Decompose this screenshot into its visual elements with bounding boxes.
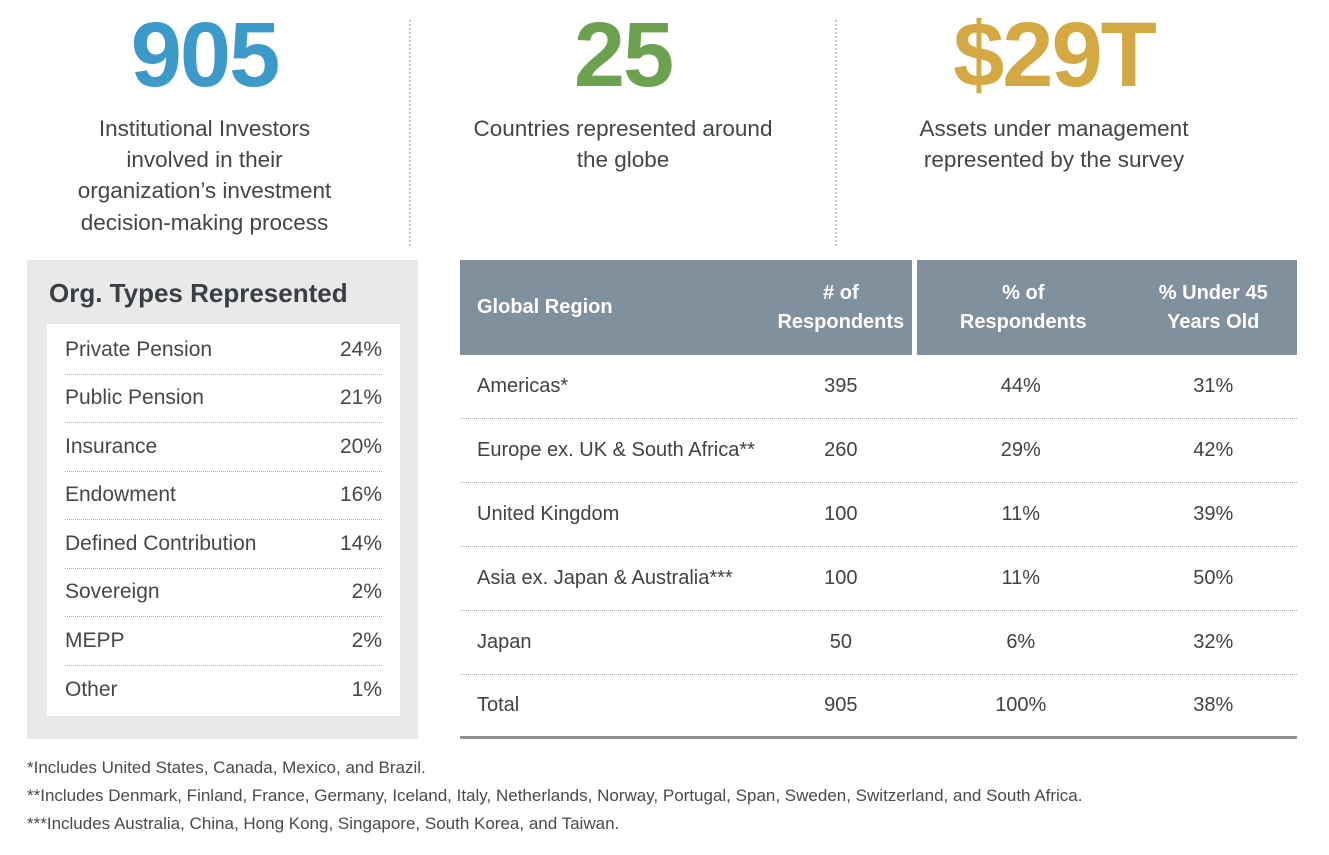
pct-under-45-cell: 31%: [1193, 375, 1234, 397]
org-type-label: Public Pension: [65, 386, 204, 410]
org-types-panel: [27, 260, 418, 739]
column-header-pct-respondents: % of Respondents: [912, 260, 1130, 355]
region-cell: Europe ex. UK & South Africa**: [477, 439, 755, 461]
pct-respondents-cell: 11%: [1001, 567, 1041, 589]
pct-under-45-cell: 42%: [1193, 439, 1234, 461]
region-cell: United Kingdom: [477, 503, 620, 525]
respondents-cell: 50: [829, 631, 852, 653]
pct-under-45-cell: 32%: [1193, 631, 1234, 653]
footnote-asia: ***Includes Australia, China, Hong Kong, Singapore, South Korea, and Taiwan.: [27, 814, 620, 833]
table-row-japan: [460, 611, 1297, 675]
global-region-table: [460, 260, 1297, 739]
pct-respondents-cell: 44%: [1000, 375, 1041, 397]
region-cell: Asia ex. Japan & Australia***: [477, 567, 733, 589]
org-type-label: Other: [65, 677, 118, 701]
pct-respondents-cell: 11%: [1001, 503, 1041, 525]
org-type-label: Defined Contribution: [65, 531, 257, 555]
content-row: [27, 260, 1329, 739]
pct-under-45-cell: 50%: [1193, 567, 1234, 589]
stat-assets-under-management: [837, 4, 1271, 175]
org-type-row: [65, 569, 382, 618]
org-types-title: Org. Types Represented: [49, 278, 348, 308]
footnotes: [27, 754, 1329, 838]
org-type-label: Insurance: [65, 434, 158, 458]
org-type-label: Endowment: [65, 483, 176, 507]
pct-respondents-cell: 100%: [995, 694, 1047, 716]
org-type-value: 1%: [351, 677, 382, 701]
table-header-row: [460, 260, 1297, 355]
org-type-label: MEPP: [65, 628, 125, 652]
stat-institutional-investors-value: 905: [130, 4, 279, 106]
org-type-value: 14%: [339, 531, 382, 555]
region-cell: Americas*: [477, 375, 569, 397]
org-type-row: [65, 423, 382, 472]
org-type-value: 21%: [339, 386, 382, 410]
summary-stats: [0, 0, 1329, 244]
org-type-label: Sovereign: [65, 580, 160, 604]
table-row-asia: [460, 547, 1297, 611]
respondents-cell: 905: [824, 694, 858, 716]
footnote-americas: *Includes United States, Canada, Mexico, and Brazil.: [27, 758, 426, 777]
org-type-row: [65, 472, 382, 521]
respondents-cell: 260: [824, 439, 858, 461]
region-cell: Total: [477, 694, 520, 716]
table-row-americas: [460, 355, 1297, 419]
stat-countries: [411, 4, 835, 175]
pct-under-45-cell: 38%: [1193, 694, 1234, 716]
org-type-value: 2%: [351, 628, 382, 652]
org-type-row: [65, 326, 382, 375]
table-row-europe: [460, 419, 1297, 483]
org-type-value: 24%: [339, 337, 382, 361]
table-row-total: [460, 675, 1297, 739]
stat-institutional-investors-caption: Institutional Investors involved in their organization’s investment decision-making process: [77, 116, 332, 235]
pct-respondents-cell: 6%: [1006, 631, 1036, 653]
column-header-num-respondents: # of Respondents: [770, 260, 912, 355]
table-row-united-kingdom: [460, 483, 1297, 547]
org-type-row: [65, 617, 382, 666]
pct-under-45-cell: 39%: [1193, 503, 1234, 525]
column-header-global-region: Global Region: [460, 260, 770, 355]
respondents-cell: 395: [824, 375, 858, 397]
org-type-value: 2%: [351, 580, 382, 604]
org-type-row: [65, 375, 382, 424]
region-cell: Japan: [477, 631, 532, 653]
stat-assets-under-management-value: $29T: [953, 4, 1155, 106]
org-type-value: 16%: [339, 483, 382, 507]
org-type-row: [65, 520, 382, 569]
stat-institutional-investors: [0, 4, 409, 238]
stat-countries-value: 25: [573, 4, 673, 106]
pct-respondents-cell: 29%: [1000, 439, 1041, 461]
stat-assets-under-management-caption: Assets under management represented by the survey: [919, 116, 1189, 173]
org-type-row: [65, 666, 382, 715]
footnote-europe: **Includes Denmark, Finland, France, Germany, Iceland, Italy, Netherlands, Norway, Portugal, Span, Sweden, Switzerland, and South Africa.: [27, 786, 1083, 805]
org-types-list: [47, 324, 400, 716]
org-type-label: Private Pension: [65, 337, 213, 361]
stat-countries-caption: Countries represented around the globe: [473, 116, 773, 173]
org-type-value: 20%: [339, 434, 382, 458]
column-header-pct-under-45: % Under 45 Years Old: [1130, 260, 1297, 355]
respondents-cell: 100: [824, 567, 858, 589]
respondents-cell: 100: [824, 503, 858, 525]
